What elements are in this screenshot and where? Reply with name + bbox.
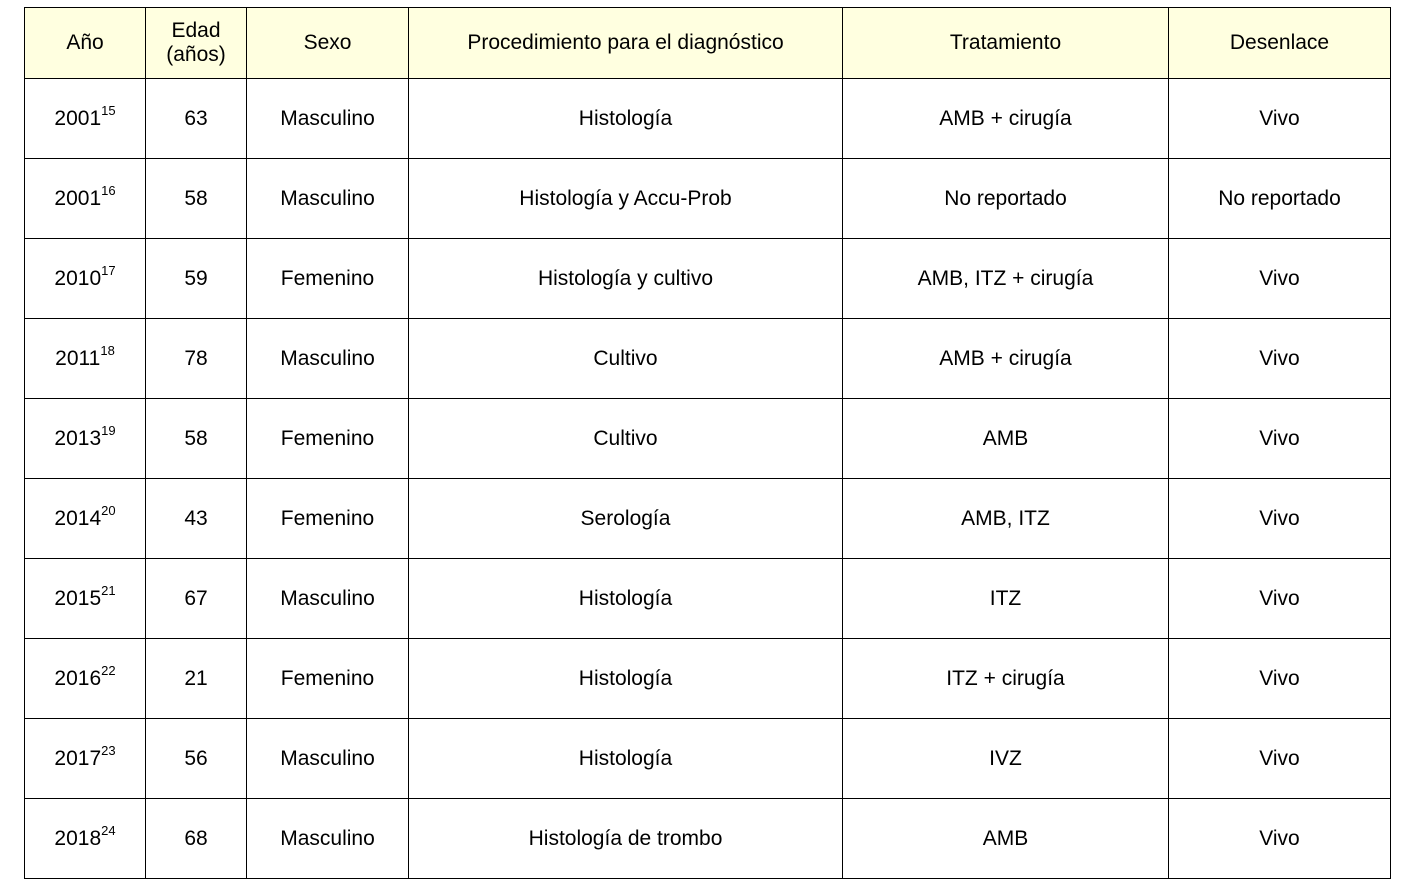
cell-procedure: Histología de trombo — [409, 799, 843, 879]
cell-year — [25, 559, 146, 639]
cell-procedure: Cultivo — [409, 399, 843, 479]
cell-sex: Masculino — [247, 719, 409, 799]
cell-outcome: Vivo — [1169, 479, 1391, 559]
cell-treatment: AMB — [843, 799, 1169, 879]
cell-age: 59 — [146, 239, 247, 319]
cell-treatment: No reportado — [843, 159, 1169, 239]
cell-procedure: Serología — [409, 479, 843, 559]
cell-treatment: AMB + cirugía — [843, 319, 1169, 399]
cell-sex: Femenino — [247, 399, 409, 479]
cell-treatment: AMB, ITZ — [843, 479, 1169, 559]
reference-number: 24 — [101, 822, 116, 838]
reference-number: 20 — [101, 502, 116, 518]
cell-outcome: Vivo — [1169, 559, 1391, 639]
year-value: 2014 — [54, 506, 102, 530]
cell-sex: Masculino — [247, 79, 409, 159]
reference-number: 21 — [101, 582, 116, 598]
cell-year — [25, 799, 146, 879]
cell-year — [25, 159, 146, 239]
cell-sex: Femenino — [247, 479, 409, 559]
header-sexo: Sexo — [247, 8, 409, 79]
cell-outcome: Vivo — [1169, 639, 1391, 719]
cell-sex: Femenino — [247, 639, 409, 719]
cell-procedure: Cultivo — [409, 319, 843, 399]
header-tratamiento: Tratamiento — [843, 8, 1169, 79]
cell-procedure: Histología — [409, 719, 843, 799]
cell-age: 58 — [146, 399, 247, 479]
cell-age: 56 — [146, 719, 247, 799]
cell-year — [25, 639, 146, 719]
cell-year — [25, 239, 146, 319]
reference-number: 22 — [101, 662, 116, 678]
reference-number: 15 — [101, 102, 116, 118]
cell-sex: Femenino — [247, 239, 409, 319]
cell-treatment: ITZ — [843, 559, 1169, 639]
cell-age: 67 — [146, 559, 247, 639]
year-value: 2010 — [54, 266, 102, 290]
cell-sex: Masculino — [247, 319, 409, 399]
cell-age: 58 — [146, 159, 247, 239]
cell-year — [25, 319, 146, 399]
table-row — [25, 559, 1391, 639]
table-row — [25, 719, 1391, 799]
cell-treatment: AMB + cirugía — [843, 79, 1169, 159]
cell-outcome: Vivo — [1169, 319, 1391, 399]
cell-outcome: Vivo — [1169, 79, 1391, 159]
cell-procedure: Histología y cultivo — [409, 239, 843, 319]
header-edad-line2: (años) — [166, 43, 226, 66]
reference-number: 17 — [101, 262, 116, 278]
table-row — [25, 399, 1391, 479]
cell-procedure: Histología — [409, 79, 843, 159]
table-row — [25, 799, 1391, 879]
header-ano: Año — [25, 8, 146, 79]
header-edad-line1: Edad — [171, 19, 221, 42]
year-value: 2015 — [54, 586, 102, 610]
cell-treatment: ITZ + cirugía — [843, 639, 1169, 719]
reference-number: 23 — [101, 742, 116, 758]
cell-outcome: Vivo — [1169, 399, 1391, 479]
header-edad — [146, 8, 247, 79]
cell-age: 21 — [146, 639, 247, 719]
cell-treatment: AMB, ITZ + cirugía — [843, 239, 1169, 319]
table-row — [25, 319, 1391, 399]
cell-outcome: Vivo — [1169, 719, 1391, 799]
cell-age: 63 — [146, 79, 247, 159]
cell-year — [25, 479, 146, 559]
cell-year — [25, 719, 146, 799]
cell-procedure: Histología — [409, 639, 843, 719]
cell-outcome: No reportado — [1169, 159, 1391, 239]
header-row — [25, 8, 1391, 79]
cell-procedure: Histología y Accu-Prob — [409, 159, 843, 239]
year-value: 2018 — [54, 826, 102, 850]
header-procedimiento: Procedimiento para el diagnóstico — [409, 8, 843, 79]
reference-number: 19 — [101, 422, 116, 438]
cell-year — [25, 79, 146, 159]
cell-sex: Masculino — [247, 799, 409, 879]
cell-sex: Masculino — [247, 559, 409, 639]
cell-sex: Masculino — [247, 159, 409, 239]
cell-procedure: Histología — [409, 559, 843, 639]
year-value: 2001 — [54, 106, 102, 130]
table-row — [25, 479, 1391, 559]
cell-age: 68 — [146, 799, 247, 879]
year-value: 2001 — [54, 186, 102, 210]
year-value: 2016 — [54, 666, 102, 690]
table-row — [25, 79, 1391, 159]
table-row — [25, 639, 1391, 719]
cell-treatment: IVZ — [843, 719, 1169, 799]
year-value: 2017 — [54, 746, 102, 770]
table-row — [25, 159, 1391, 239]
cell-year — [25, 399, 146, 479]
year-value: 2013 — [54, 426, 102, 450]
case-report-table — [24, 7, 1391, 879]
cell-age: 78 — [146, 319, 247, 399]
table-body — [25, 79, 1391, 879]
cell-outcome: Vivo — [1169, 799, 1391, 879]
reference-number: 18 — [100, 342, 115, 358]
table-header — [25, 8, 1391, 79]
cell-outcome: Vivo — [1169, 239, 1391, 319]
cell-age: 43 — [146, 479, 247, 559]
reference-number: 16 — [101, 182, 116, 198]
table-row — [25, 239, 1391, 319]
year-value: 2011 — [55, 346, 101, 370]
cell-treatment: AMB — [843, 399, 1169, 479]
header-desenlace: Desenlace — [1169, 8, 1391, 79]
